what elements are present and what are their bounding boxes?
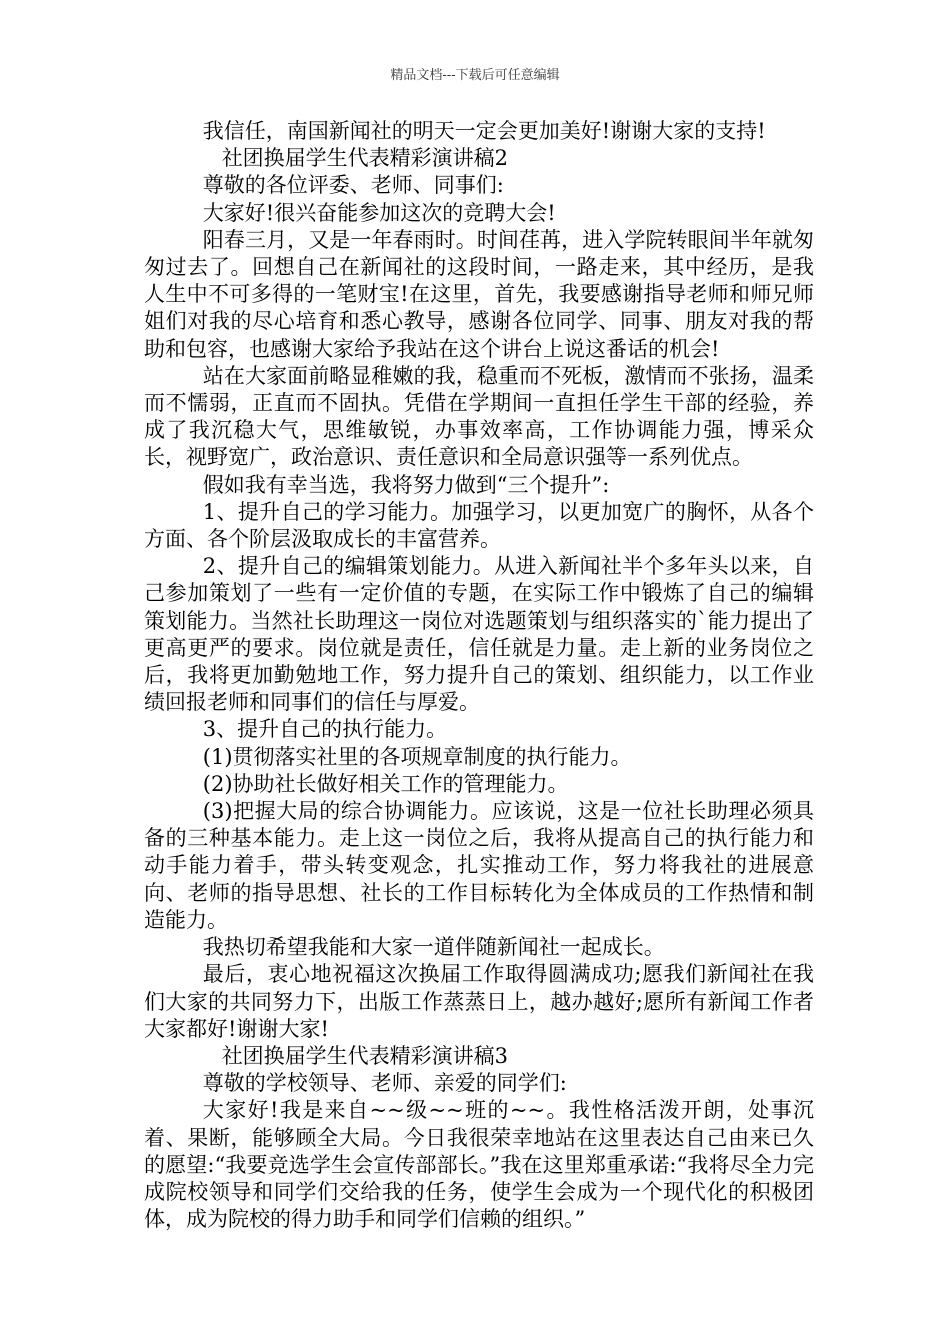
paragraph: 3、提升自己的执行能力。 xyxy=(202,717,448,742)
paragraph: 2、提升自己的编辑策划能力。从进入新闻社半个多年头以来，自己参加策划了一些有一定价值的专题，在实际工作中锻炼了自己的编辑策划能力。当然社长助理这一岗位对选题策划与组织落实的`能力提出了更高更严的要求。岗位就是责任，信任就是力量。走上新的业务岗位之后，我将更加勤勉地工作，努力提升自己的策划、组织能力，以工作业绩回报老师和同事们的信任与厚爱。 xyxy=(144,554,814,715)
document-body xyxy=(144,118,814,1233)
paragraph: 站在大家面前略显稚嫩的我，稳重而不死板，激情而不张扬，温柔而不懦弱，正直而不固执。凭借在学期间一直担任学生干部的经验，养成了我沉稳大气，思维敏锐，办事效率高，工作协调能力强，博采众长，视野宽广，政治意识、责任意识和全局意识强等一系列优点。 xyxy=(144,363,814,470)
paragraph: 1、提升自己的学习能力。加强学习，以更加宽广的胸怀，从各个方面、各个阶层汲取成长的丰富营养。 xyxy=(144,499,814,552)
page-header: 精品文档---下载后可任意编辑 xyxy=(390,68,560,83)
paragraph: 大家好!很兴奋能参加这次的竞聘大会! xyxy=(202,200,556,225)
paragraph: (1)贯彻落实社里的各项规章制度的执行能力。 xyxy=(202,744,632,769)
paragraph: 最后，衷心地祝福这次换届工作取得圆满成功;愿我们新闻社在我们大家的共同努力下，出版工作蒸蒸日上，越办越好;愿所有新闻工作者大家都好!谢谢大家! xyxy=(144,962,814,1041)
paragraph: 我热切希望我能和大家一道伴随新闻社一起成长。 xyxy=(202,935,665,960)
paragraph: 社团换届学生代表精彩演讲稿2 xyxy=(221,146,509,171)
paragraph: (2)协助社长做好相关工作的管理能力。 xyxy=(202,771,569,796)
paragraph: 我信任，南国新闻社的明天一定会更加美好!谢谢大家的支持! xyxy=(202,119,766,143)
paragraph: 尊敬的学校领导、老师、亲爱的同学们: xyxy=(202,1071,567,1096)
paragraph: 社团换届学生代表精彩演讲稿3 xyxy=(221,1043,509,1068)
paragraph: 阳春三月，又是一年春雨时。时间荏苒，进入学院转眼间半年就匆匆过去了。回想自己在新闻社的这段时间，一路走来，其中经历，是我人生中不可多得的一笔财宝!在这里，首先，我要感谢指导老师和师兄师姐们对我的尽心培育和悉心教导，感谢各位同学、同事、朋友对我的帮助和包容，也感谢大家给予我站在这个讲台上说这番话的机会! xyxy=(144,227,814,361)
paragraph: 尊敬的各位评委、老师、同事们: xyxy=(202,173,504,198)
paragraph: 大家好!我是来自~~级~~班的~~。我性格活泼开朗，处事沉着、果断，能够顾全大局。今日我很荣幸地站在这里表达自己由来已久的愿望:“我要竞选学生会宣传部部长。”我在这里郑重承诺:“我将尽全力完成院校领导和同学们交给我的任务，使学生会成为一个现代化的积极团体，成为院校的得力助手和同学们信赖的组织。” xyxy=(144,1098,814,1232)
paragraph: 假如我有幸当选，我将努力做到“三个提升”: xyxy=(202,472,610,497)
paragraph: (3)把握大局的综合协调能力。应该说，这是一位社长助理必须具备的三种基本能力。走上这一岗位之后，我将从提高自己的执行能力和动手能力着手，带头转变观念，扎实推动工作，努力将我社的进展意向、老师的指导思想、社长的工作目标转化为全体成员的工作热情和制造能力。 xyxy=(144,799,814,932)
